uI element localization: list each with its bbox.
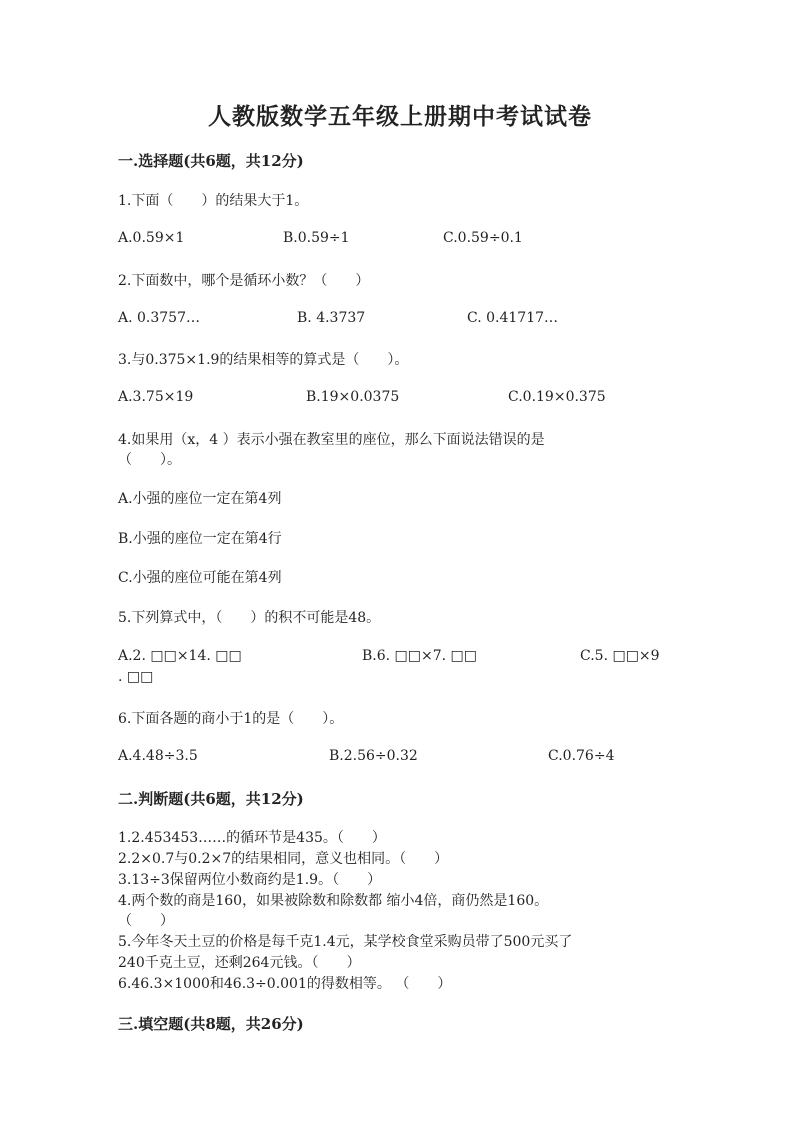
option-c: C.小强的座位可能在第4列 (118, 570, 282, 586)
judge-item-continued: 240千克土豆，还剩264元钱。（ ） (118, 955, 361, 971)
option-c: C. 0.41717… (467, 310, 559, 326)
option-b: B.19×0.0375 (306, 389, 400, 405)
judge-item-continued: （ ） (118, 913, 174, 929)
option-a: A.小强的座位一定在第4列 (118, 491, 282, 507)
question-stem-continued: （ ）。 (118, 452, 181, 468)
section-heading-choice: 一.选择题(共6题，共12分) (118, 152, 304, 170)
option-b: B.2.56÷0.32 (329, 748, 418, 764)
option-c-continued: . □□ (118, 669, 154, 685)
option-b: B.小强的座位一定在第4行 (118, 531, 282, 547)
question-stem: 5.下列算式中，（ ）的积不可能是48。 (118, 610, 381, 626)
question-stem: 1.下面（ ）的结果大于1。 (118, 193, 309, 209)
option-a: A. 0.3757… (118, 310, 200, 326)
option-c: C.0.59÷0.1 (443, 230, 523, 246)
option-a: A.0.59×1 (118, 230, 185, 246)
judge-item: 3.13÷3保留两位小数商约是1.9。（ ） (118, 872, 382, 888)
option-b: B.6. □□×7. □□ (362, 648, 477, 664)
question-stem: 3.与0.375×1.9的结果相等的算式是（ ）。 (118, 352, 409, 368)
option-a: A.3.75×19 (118, 389, 194, 405)
question-stem: 6.下面各题的商小于1的是（ ）。 (118, 711, 344, 727)
judge-item: 1.2.453453……的循环节是435。（ ） (118, 830, 386, 846)
option-b: B.0.59÷1 (283, 230, 350, 246)
question-stem: 4.如果用（x，4 ）表示小强在教室里的座位，那么下面说法错误的是 (118, 432, 545, 448)
option-c: C.0.19×0.375 (508, 389, 606, 405)
section-heading-judge: 二.判断题(共6题，共12分) (118, 790, 304, 808)
section-heading-fill: 三.填空题(共8题，共26分) (118, 1015, 304, 1033)
page-title: 人教版数学五年级上册期中考试试卷 (208, 103, 592, 130)
judge-item: 2.2×0.7与0.2×7的结果相同，意义也相同。（ ） (118, 851, 449, 867)
question-stem: 2.下面数中，哪个是循环小数？（ ） (118, 273, 370, 289)
option-b: B. 4.3737 (297, 310, 366, 326)
option-c: C.0.76÷4 (548, 748, 615, 764)
judge-item: 6.46.3×1000和46.3÷0.001的得数相等。 （ ） (118, 976, 452, 992)
option-a: A.4.48÷3.5 (118, 748, 198, 764)
judge-item: 5.今年冬天土豆的价格是每千克1.4元，某学校食堂采购员带了500元买了 (118, 934, 573, 950)
option-c: C.5. □□×9 (580, 648, 660, 664)
judge-item: 4.两个数的商是160，如果被除数和除数都 缩小4倍，商仍然是160。 (118, 893, 549, 909)
option-a: A.2. □□×14. □□ (118, 648, 242, 664)
